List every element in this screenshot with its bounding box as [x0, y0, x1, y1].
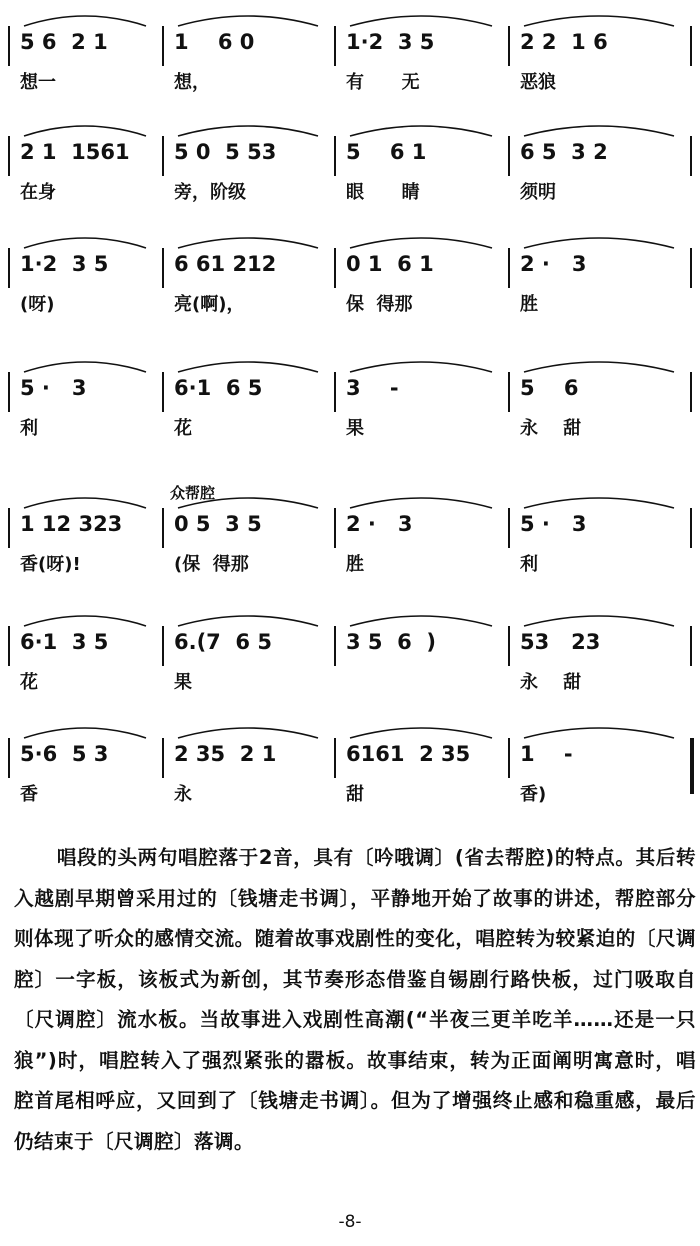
measure-notes: 0 5 3 5: [174, 512, 262, 536]
slur-arc: [178, 238, 318, 248]
measure-notes: 6 61 212: [174, 252, 277, 276]
measure-lyrics: 在身: [20, 182, 56, 203]
measure-notes: 1 -: [520, 742, 573, 766]
measure-lyrics: 果: [346, 418, 364, 439]
slur-arc: [178, 16, 318, 26]
slur-arc: [24, 126, 146, 136]
slur-arc: [24, 498, 146, 508]
measure-lyrics: 恶狼: [520, 72, 556, 93]
measure-notes: 1 12 323: [20, 512, 123, 536]
measure-notes: 3 5 6 ): [346, 630, 436, 654]
measure-notes: 3 -: [346, 376, 399, 400]
measure-lyrics: 胜: [346, 554, 364, 575]
measure-lyrics: 香(呀)!: [20, 554, 81, 575]
measure-notes: 1·2 3 5: [346, 30, 435, 54]
measure-notes: 5·6 5 3: [20, 742, 109, 766]
measure-lyrics: (呀): [20, 294, 55, 315]
measure-notes: 1·2 3 5: [20, 252, 109, 276]
slur-arc: [24, 16, 146, 26]
measure-notes: 5 0 5 53: [174, 140, 277, 164]
page-number: -8-: [338, 1212, 362, 1232]
slur-arc: [178, 126, 318, 136]
measure-notes: 6 5 3 2: [520, 140, 608, 164]
measure-lyrics: (保 得那: [174, 554, 249, 575]
slur-arc: [524, 728, 674, 738]
measure-lyrics: 花: [174, 418, 192, 439]
measure-lyrics: 保 得那: [346, 294, 413, 315]
measure-notes: 2 1 1561: [20, 140, 130, 164]
measure-notes: 5 · 3: [520, 512, 587, 536]
measure-lyrics: 想，: [174, 72, 210, 93]
measure-lyrics: 甜: [346, 784, 364, 805]
commentary-paragraph: 唱段的头两句唱腔落于2音，具有〔吟哦调〕(省去帮腔)的特点。其后转入越剧早期曾采用过的〔钱塘走书调〕，平静地开始了故事的讲述，帮腔部分则体现了听众的感情交流。随着故事戏剧性的变化，唱腔转为较紧迫的〔尺调腔〕一字板，该板式为新创，其节奏形态借鉴自锡剧行路快板，过门吸取自〔尺调腔〕流水板。当故事进入戏剧性高潮(“半夜三更羊吃羊……还是一只狼”)时，唱腔转入了强烈紧张的嚣板。故事结束，转为正面阐明寓意时，唱腔首尾相呼应，又回到了〔钱塘走书调〕。但为了增强终止感和稳重感，最后仍结束于〔尺调腔〕落调。: [14, 846, 696, 1153]
measure-notes: 0 1 6 1: [346, 252, 434, 276]
measure-lyrics: 亮(啊)，: [174, 294, 245, 315]
measure-lyrics: 永 甜: [520, 418, 582, 439]
measure-lyrics: 须明: [520, 182, 556, 203]
slur-arc: [524, 126, 674, 136]
slur-arc: [178, 362, 318, 372]
measure-notes: 5 6: [520, 376, 579, 400]
measure-notes: 2 · 3: [346, 512, 413, 536]
measure-lyrics: 想一: [20, 72, 56, 93]
slur-arc: [178, 728, 318, 738]
slur-arc: [178, 616, 318, 626]
slur-arc: [24, 616, 146, 626]
measure-notes: 5 · 3: [20, 376, 87, 400]
slur-arc: [350, 126, 492, 136]
measure-notes: 2 · 3: [520, 252, 587, 276]
slur-arc: [524, 238, 674, 248]
measure-notes: 6·1 6 5: [174, 376, 263, 400]
slur-arc: [350, 728, 492, 738]
slur-arc: [350, 498, 492, 508]
measure-lyrics: 利: [520, 554, 538, 575]
slur-arc: [24, 728, 146, 738]
measure-lyrics: 永: [174, 784, 192, 805]
measure-lyrics: 旁，阶级: [174, 182, 246, 203]
slur-arc: [524, 498, 674, 508]
measure-notes: 2 35 2 1: [174, 742, 277, 766]
measure-notes: 6161 2 35: [346, 742, 471, 766]
commentary: [14, 838, 696, 1162]
chorus-marking: 众帮腔: [170, 484, 216, 502]
slur-arc: [350, 362, 492, 372]
measure-lyrics: 香: [20, 784, 38, 805]
slur-arc: [350, 616, 492, 626]
slur-arc: [350, 16, 492, 26]
measure-notes: 6.(7 6 5: [174, 630, 272, 654]
slur-arc: [24, 362, 146, 372]
slur-arc: [524, 362, 674, 372]
slur-arc: [524, 16, 674, 26]
slur-arc: [524, 616, 674, 626]
measure-notes: 5 6 1: [346, 140, 427, 164]
measure-lyrics: 眼 睛: [346, 182, 420, 203]
measure-lyrics: 花: [20, 672, 38, 693]
slur-arc: [24, 238, 146, 248]
slur-arc: [178, 498, 318, 508]
measure-lyrics: 香): [520, 784, 547, 805]
measure-notes: 5 6 2 1: [20, 30, 108, 54]
measure-lyrics: 果: [174, 672, 192, 693]
measure-lyrics: 胜: [520, 294, 538, 315]
measure-notes: 2 2 1 6: [520, 30, 608, 54]
measure-lyrics: 永 甜: [520, 672, 582, 693]
measure-notes: 1 6 0: [174, 30, 255, 54]
measure-lyrics: 有 无: [346, 72, 420, 93]
slur-arc: [350, 238, 492, 248]
measure-notes: 53 23: [520, 630, 601, 654]
measure-lyrics: 利: [20, 418, 38, 439]
measure-notes: 6·1 3 5: [20, 630, 109, 654]
